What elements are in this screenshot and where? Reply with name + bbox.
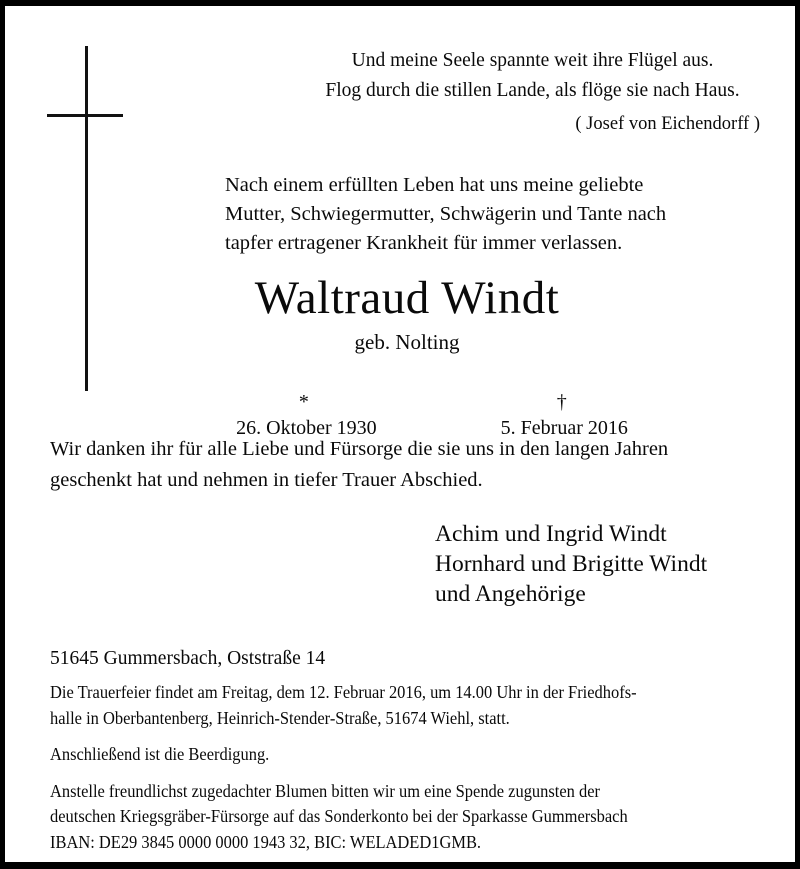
address-line: 51645 Gummersbach, Oststraße 14 (50, 648, 326, 669)
notice-inner (5, 6, 795, 862)
birth-date: 26. Oktober 1930 (236, 417, 377, 439)
mourner-line: Hornhard und Brigitte Windt (435, 551, 708, 577)
mourner-line: und Angehörige (435, 581, 586, 607)
poem-block (305, 46, 760, 139)
mourners-list (435, 519, 775, 609)
thanks-line-2: geschenkt hat und nehmen in tiefer Trauer Abschied. (50, 469, 483, 491)
donation-line-2: deutschen Kriegsgräber-Fürsorge auf das Sonderkonto bei der Sparkasse Gummersbach (50, 806, 628, 826)
deceased-maiden-name: geb. Nolting (354, 330, 460, 354)
poem-attribution: ( Josef von Eichendorff ) (575, 114, 760, 134)
intro-line-3: tapfer ertragener Krankheit für immer verlassen. (225, 232, 623, 254)
dagger-symbol-icon: † (556, 391, 567, 413)
burial-paragraph: Anschließend ist die Beerdigung. (50, 744, 270, 764)
intro-line-2: Mutter, Schwiegermutter, Schwägerin und Tante nach (225, 203, 667, 225)
bank-details-line: IBAN: DE29 3845 0000 0000 1943 32, BIC: WELADED1GMB. (50, 831, 482, 852)
donation-paragraph (50, 779, 721, 856)
service-line-2: halle in Oberbantenberg, Heinrich-Stender-Straße, 51674 Wiehl, statt. (50, 707, 510, 728)
poem-line-1: Und meine Seele spannte weit ihre Flügel aus. (351, 50, 714, 71)
service-line-1: Die Trauerfeier findet am Freitag, dem 12. Februar 2016, um 14.00 Uhr in der Friedhofs- (50, 682, 637, 702)
intro-paragraph (225, 171, 762, 258)
mourner-line: Achim und Ingrid Windt (435, 521, 667, 547)
thanks-paragraph (50, 434, 764, 496)
fine-print-block (50, 680, 721, 855)
cross-horizontal-bar (47, 114, 123, 117)
funeral-service-paragraph (50, 680, 721, 731)
deceased-name: Waltraud Windt (254, 272, 560, 324)
intro-line-1: Nach einem erfüllten Leben hat uns meine geliebte (225, 174, 644, 196)
poem-line-2: Flog durch die stillen Lande, als flöge sie nach Haus. (325, 80, 740, 101)
donation-line-1: Anstelle freundlichst zugedachter Blumen bitten wir um eine Spende zugunsten der (50, 780, 601, 801)
birth-symbol-icon: * (298, 391, 309, 413)
death-date: 5. Februar 2016 (500, 417, 628, 439)
cross-vertical-bar (85, 46, 88, 391)
thanks-line-1: Wir danken ihr für alle Liebe und Fürsorge die sie uns in den langen Jahren (50, 438, 669, 460)
